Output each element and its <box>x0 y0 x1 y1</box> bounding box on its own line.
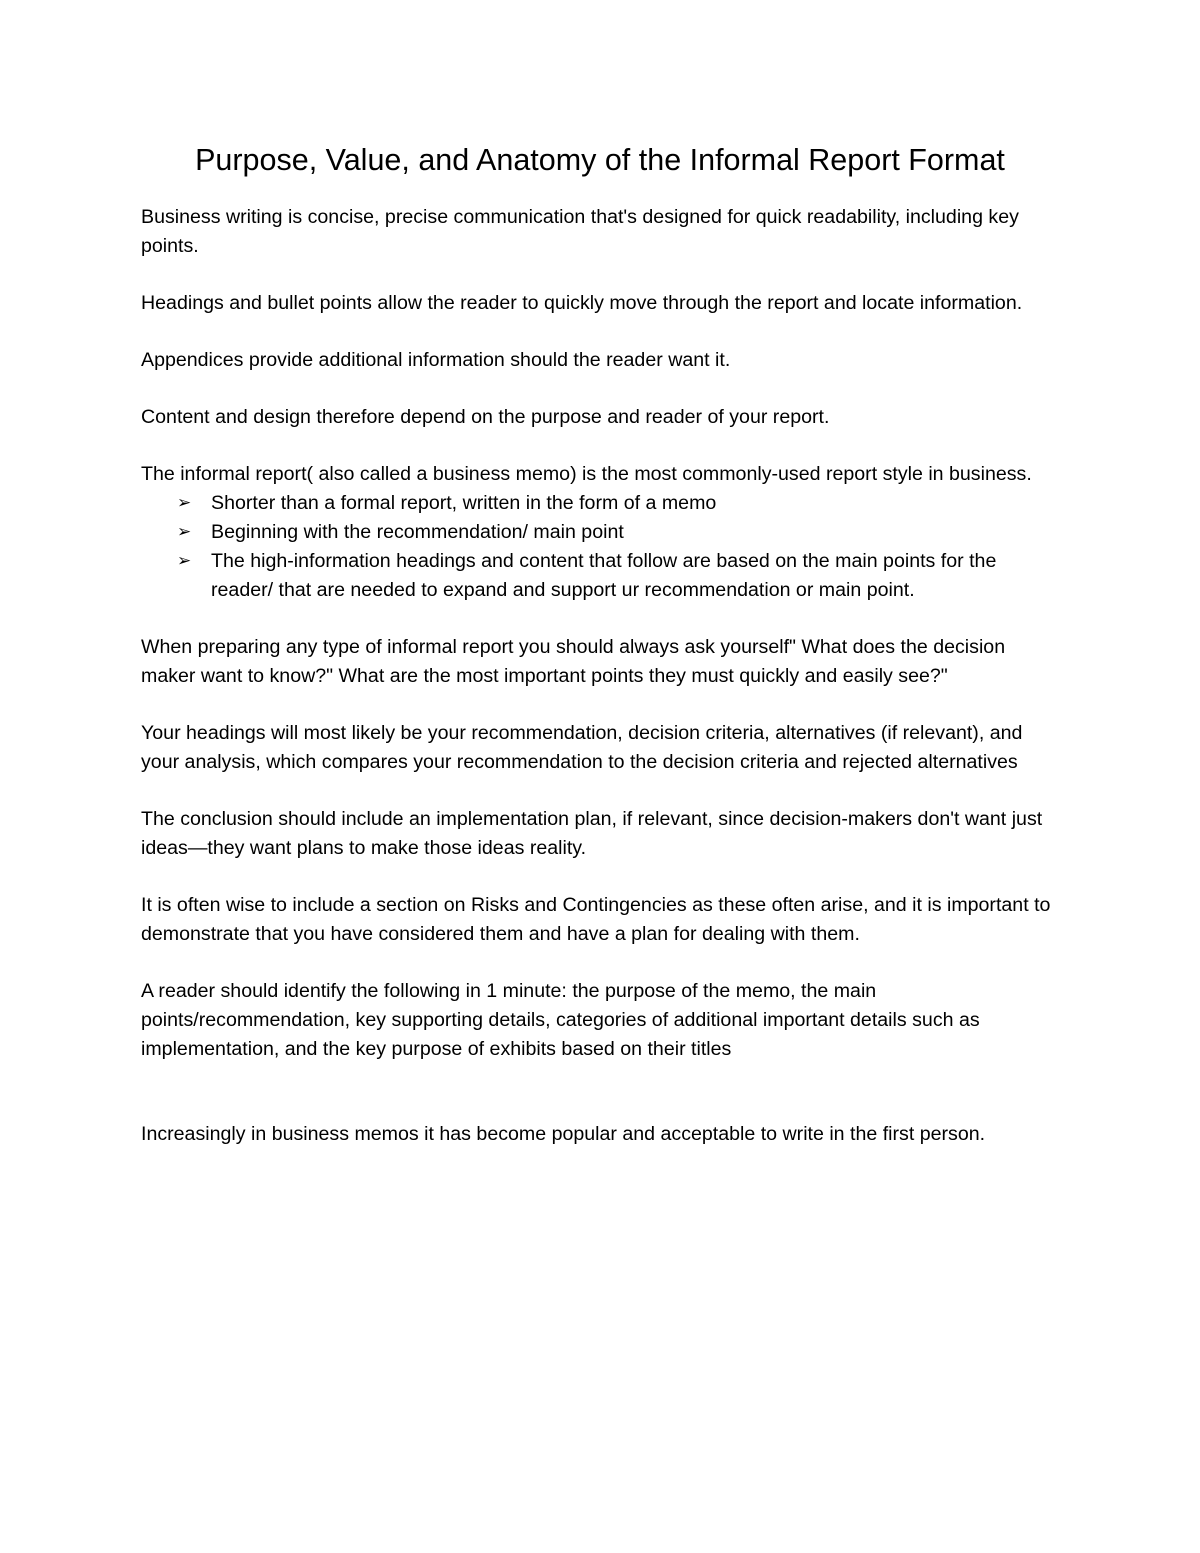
paragraph-reader-identify: A reader should identify the following in 1 minute: the purpose of the memo, the main points/recommendation, key supporting details, categories of additional important details such as implementation, and the key purpose of exhibits based on their titles <box>141 980 980 1060</box>
paragraph-preparing: When preparing any type of informal report you should always ask yourself" What does the decision maker want to know?" What are the most important points they must quickly and easily see?" <box>141 636 1006 687</box>
paragraph-conclusion: The conclusion should include an implementation plan, if relevant, since decision-makers don't want just ideas—they want plans to make those ideas reality. <box>141 808 1043 859</box>
list-item <box>141 489 1061 518</box>
list-item <box>141 518 1061 547</box>
list-item-text: The high-information headings and content that follow are based on the main points for the reader/ that are needed to expand and support ur recommendation or main point. <box>211 550 997 601</box>
paragraph-appendices: Appendices provide additional information should the reader want it. <box>141 349 731 371</box>
paragraph-business-writing: Business writing is concise, precise communication that's designed for quick readability, including key points. <box>141 206 1019 257</box>
paragraph-headings: Headings and bullet points allow the reader to quickly move through the report and locate information. <box>141 292 1023 314</box>
paragraph-risks: It is often wise to include a section on Risks and Contingencies as these often arise, and it is important to demonstrate that you have considered them and have a plan for dealing with them. <box>141 894 1051 945</box>
document-title: Purpose, Value, and Anatomy of the Informal Report Format <box>195 143 1005 177</box>
paragraph-first-person: Increasingly in business memos it has become popular and acceptable to write in the first person. <box>141 1123 986 1145</box>
list-item-text: Shorter than a formal report, written in the form of a memo <box>211 492 717 514</box>
document-body <box>141 203 1061 1177</box>
arrowhead-bullet-icon: ➢ <box>177 493 192 513</box>
paragraph-informal-report: The informal report( also called a business memo) is the most commonly-used report style in business. <box>141 463 1032 485</box>
list-item <box>141 547 1061 605</box>
paragraph-content-design: Content and design therefore depend on the purpose and reader of your report. <box>141 406 830 428</box>
arrowhead-bullet-icon: ➢ <box>177 551 192 571</box>
bullet-list <box>141 489 1061 605</box>
arrowhead-bullet-icon: ➢ <box>177 522 192 542</box>
blank-line <box>141 1092 1061 1120</box>
paragraph-headings-recommendation: Your headings will most likely be your recommendation, decision criteria, alternatives (if relevant), and your analysis, which compares your recommendation to the decision criteria and rejected alternatives <box>141 722 1023 773</box>
list-item-text: Beginning with the recommendation/ main point <box>211 521 624 543</box>
